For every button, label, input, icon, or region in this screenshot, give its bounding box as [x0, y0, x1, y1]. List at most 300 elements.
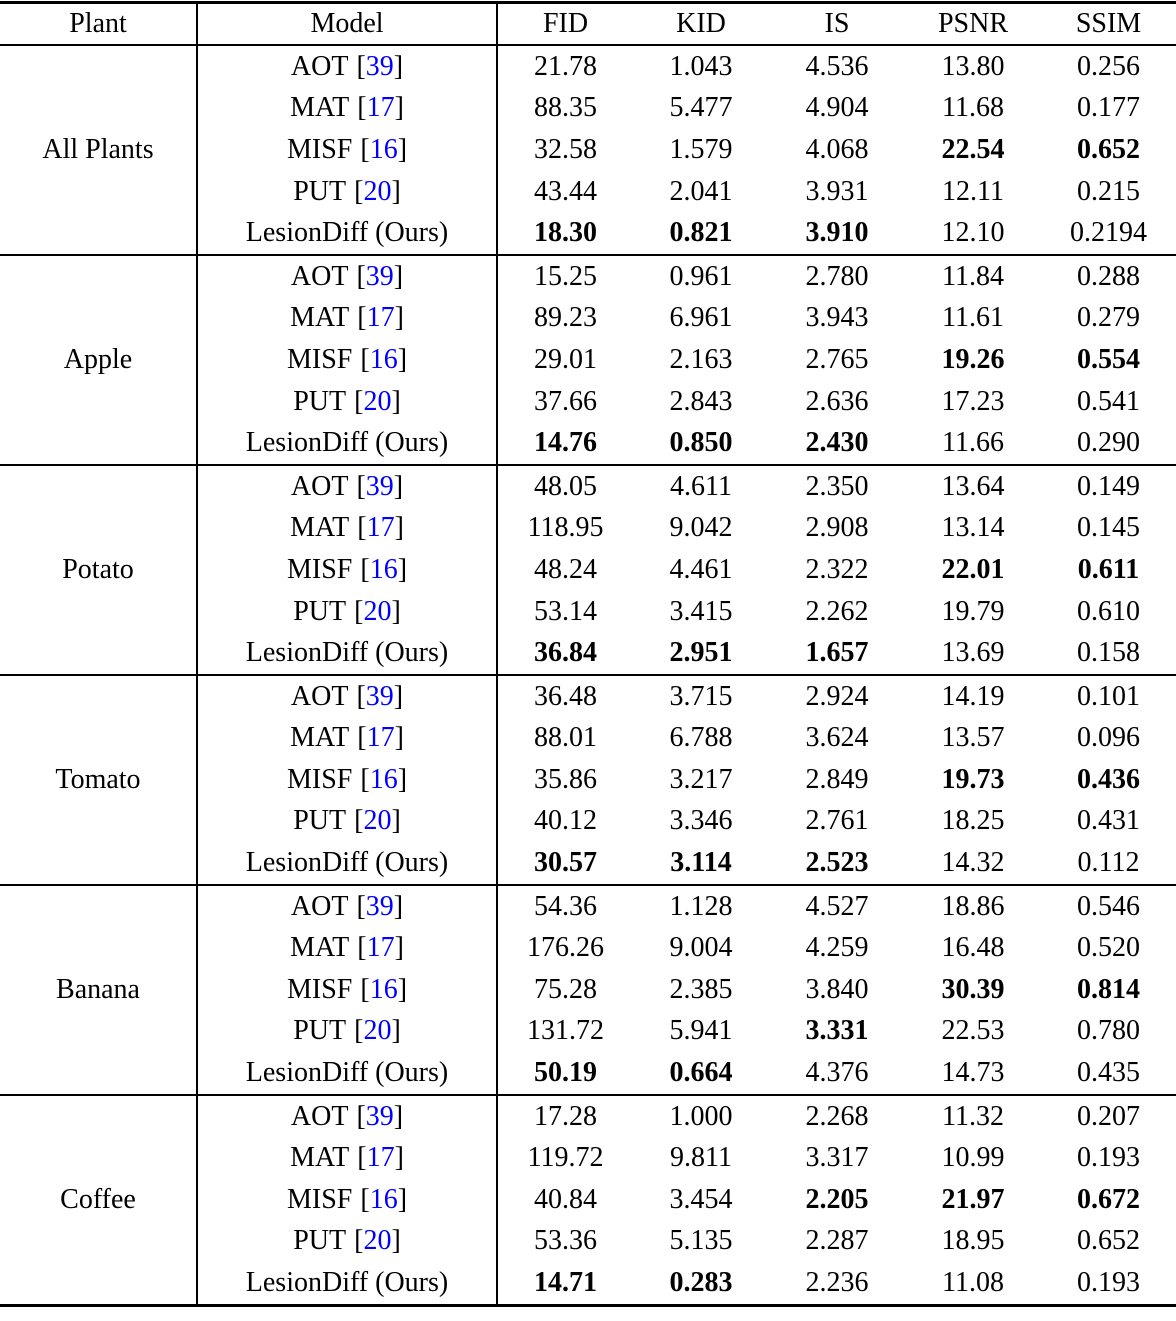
metric-is-value: 3.331	[805, 1015, 869, 1047]
metric-kid-value: 3.454	[669, 1183, 733, 1215]
citation-open-bracket: [	[360, 553, 370, 585]
plant-group-potato	[0, 465, 1176, 675]
metric-kid-value: 2.385	[669, 973, 733, 1005]
metric-kid-value: 9.004	[669, 932, 733, 964]
citation-number: 17	[366, 92, 395, 124]
metric-is-value: 4.536	[805, 50, 869, 82]
citation-close-bracket: ]	[397, 343, 408, 375]
model-row-coffee-aot	[0, 1095, 1176, 1138]
citation-link[interactable]	[356, 1101, 403, 1132]
citation-link[interactable]	[357, 722, 404, 753]
metric-psnr-value: 12.11	[942, 175, 1004, 207]
metric-is-value: 4.068	[805, 133, 869, 165]
metric-psnr-value: 14.32	[941, 847, 1005, 879]
metric-psnr-value: 13.14	[941, 512, 1005, 544]
table-header	[0, 3, 1176, 46]
metric-psnr-value: 13.64	[941, 470, 1005, 502]
citation-number: 16	[369, 343, 398, 375]
model-cell	[197, 759, 497, 801]
metric-ssim-value: 0.541	[1077, 385, 1140, 417]
metric-fid-value: 40.12	[534, 805, 597, 837]
citation-open-bracket: [	[356, 890, 366, 922]
citation-link[interactable]	[356, 471, 403, 502]
metric-kid-value: 0.961	[669, 260, 733, 292]
metric-psnr-value: 11.84	[942, 260, 1004, 292]
citation-link[interactable]	[354, 176, 401, 207]
metric-ssim-value: 0.158	[1077, 637, 1140, 669]
metric-kid-value: 2.951	[669, 637, 733, 669]
model-name: MISF	[286, 343, 353, 375]
metric-kid-value: 5.135	[669, 1225, 733, 1257]
plant-label: Apple	[0, 255, 197, 465]
metric-kid-value: 1.000	[669, 1100, 733, 1132]
metric-fid-value: 14.76	[534, 427, 597, 459]
citation-link[interactable]	[357, 932, 404, 963]
plant-label: Coffee	[0, 1095, 197, 1305]
metric-psnr-value: 11.68	[942, 92, 1004, 124]
metric-kid-value: 6.788	[669, 722, 733, 754]
model-row-all-plants-aot	[0, 45, 1176, 88]
model-cell	[197, 549, 497, 591]
citation-open-bracket: [	[357, 1142, 367, 1174]
citation-link[interactable]	[360, 974, 407, 1005]
citation-open-bracket: [	[357, 932, 367, 964]
metric-ssim-value: 0.290	[1077, 427, 1140, 459]
citation-close-bracket: ]	[393, 260, 404, 292]
model-name: MISF	[286, 553, 353, 585]
model-name: MAT	[290, 932, 350, 964]
model-cell	[197, 88, 497, 130]
metric-psnr-value: 16.48	[941, 932, 1005, 964]
metric-is-value: 2.780	[805, 260, 869, 292]
model-cell	[197, 675, 497, 718]
metric-is-value: 3.317	[805, 1142, 869, 1174]
citation-open-bracket: [	[354, 175, 364, 207]
citation-number: 39	[365, 50, 394, 82]
model-name: AOT	[290, 680, 349, 712]
metric-psnr-value: 30.39	[941, 973, 1005, 1005]
citation-open-bracket: [	[360, 1183, 370, 1215]
citation-close-bracket: ]	[394, 92, 404, 124]
model-cell	[197, 842, 497, 885]
metric-ssim-value: 0.652	[1077, 1225, 1140, 1257]
plant-group-banana	[0, 885, 1176, 1095]
metric-ssim-value: 0.256	[1077, 50, 1140, 82]
model-name: PUT	[293, 175, 347, 207]
citation-number: 16	[369, 973, 398, 1005]
citation-number: 39	[365, 260, 394, 292]
metric-fid-value: 15.25	[534, 260, 597, 292]
results-table	[0, 1, 1176, 1307]
column-header-is: IS	[769, 3, 905, 46]
model-cell	[197, 1052, 497, 1095]
metric-psnr-value: 19.79	[941, 595, 1005, 627]
citation-open-bracket: [	[356, 260, 366, 292]
model-cell	[197, 885, 497, 928]
metric-psnr-value: 13.80	[941, 50, 1005, 82]
metric-kid-value: 1.128	[669, 890, 733, 922]
metric-kid-value: 5.941	[669, 1015, 733, 1047]
metric-fid-value: 176.26	[527, 932, 604, 964]
citation-link[interactable]	[357, 1142, 404, 1173]
metric-is-value: 4.904	[805, 92, 869, 124]
model-name: MISF	[286, 133, 353, 165]
metric-is-value: 2.262	[805, 595, 869, 627]
metric-is-value: 4.527	[805, 890, 869, 922]
metric-psnr-value: 22.54	[941, 133, 1005, 165]
metric-kid-value: 3.217	[669, 763, 733, 795]
model-name: MAT	[290, 302, 350, 334]
metric-ssim-value: 0.780	[1077, 1015, 1140, 1047]
model-name: AOT	[290, 50, 349, 82]
citation-link[interactable]	[354, 1015, 401, 1046]
citation-number: 20	[363, 595, 392, 627]
citation-open-bracket: [	[357, 92, 367, 124]
model-cell	[197, 255, 497, 298]
citation-open-bracket: [	[356, 470, 366, 502]
metric-kid-value: 3.346	[669, 805, 733, 837]
citation-close-bracket: ]	[394, 1142, 404, 1174]
metric-is-value: 2.236	[805, 1267, 869, 1299]
citation-close-bracket: ]	[393, 890, 404, 922]
column-header-model: Model	[197, 3, 497, 46]
metric-psnr-value: 13.57	[941, 722, 1005, 754]
metric-kid-value: 1.579	[669, 133, 733, 165]
plant-group-coffee	[0, 1095, 1176, 1305]
metric-kid-value: 4.611	[670, 470, 732, 502]
metric-fid-value: 48.05	[534, 470, 597, 502]
model-name: AOT	[290, 260, 349, 292]
citation-number: 17	[366, 512, 395, 544]
model-cell	[197, 212, 497, 255]
metric-ssim-value: 0.2194	[1070, 217, 1147, 249]
column-header-psnr: PSNR	[905, 3, 1041, 46]
citation-link[interactable]	[356, 891, 403, 922]
metric-psnr-value: 10.99	[941, 1142, 1005, 1174]
column-header-fid: FID	[497, 3, 633, 46]
metric-kid-value: 9.811	[670, 1142, 732, 1174]
citation-close-bracket: ]	[397, 553, 408, 585]
model-cell	[197, 129, 497, 171]
metric-ssim-value: 0.814	[1077, 973, 1140, 1005]
metric-is-value: 2.924	[805, 680, 869, 712]
citation-close-bracket: ]	[397, 973, 408, 1005]
model-name: MISF	[286, 1183, 353, 1215]
metric-ssim-value: 0.672	[1077, 1183, 1140, 1215]
model-name: PUT	[293, 1225, 347, 1257]
metric-psnr-value: 18.86	[941, 890, 1005, 922]
citation-close-bracket: ]	[391, 1225, 401, 1257]
citation-close-bracket: ]	[391, 1015, 401, 1047]
citation-number: 39	[365, 470, 394, 502]
metric-ssim-value: 0.145	[1077, 512, 1140, 544]
header-row	[0, 3, 1176, 46]
model-name: MAT	[290, 1142, 350, 1174]
model-cell	[197, 718, 497, 760]
metric-fid-value: 30.57	[534, 847, 597, 879]
citation-number: 17	[366, 932, 395, 964]
metric-is-value: 3.624	[805, 722, 869, 754]
model-row-banana-aot	[0, 885, 1176, 928]
metric-is-value: 3.910	[805, 217, 869, 249]
column-header-plant: Plant	[0, 3, 197, 46]
citation-number: 16	[369, 553, 398, 585]
model-name: LesionDiff (Ours)	[245, 217, 449, 249]
metric-fid-value: 14.71	[534, 1267, 597, 1299]
metric-fid-value: 36.84	[534, 637, 597, 669]
metric-ssim-value: 0.436	[1077, 763, 1140, 795]
model-cell	[197, 298, 497, 340]
citation-close-bracket: ]	[397, 133, 408, 165]
metric-fid-value: 17.28	[534, 1100, 597, 1132]
metric-kid-value: 2.163	[669, 343, 733, 375]
metric-fid-value: 43.44	[534, 175, 597, 207]
citation-link[interactable]	[357, 512, 404, 543]
model-cell	[197, 381, 497, 423]
citation-link[interactable]	[356, 51, 403, 82]
metric-ssim-value: 0.177	[1077, 92, 1140, 124]
model-cell	[197, 1179, 497, 1221]
metric-is-value: 2.322	[805, 553, 869, 585]
citation-close-bracket: ]	[394, 722, 404, 754]
plant-label: Potato	[0, 465, 197, 675]
citation-open-bracket: [	[360, 763, 370, 795]
citation-close-bracket: ]	[391, 595, 401, 627]
model-name: LesionDiff (Ours)	[245, 1057, 449, 1089]
metric-is-value: 2.350	[805, 470, 869, 502]
model-name: LesionDiff (Ours)	[245, 847, 449, 879]
plant-group-apple	[0, 255, 1176, 465]
model-cell	[197, 969, 497, 1011]
citation-link[interactable]	[354, 596, 401, 627]
metric-is-value: 2.849	[805, 763, 869, 795]
column-header-ssim: SSIM	[1041, 3, 1176, 46]
metric-ssim-value: 0.096	[1077, 722, 1140, 754]
metric-kid-value: 4.461	[669, 553, 733, 585]
model-cell	[197, 508, 497, 550]
citation-open-bracket: [	[354, 805, 364, 837]
citation-link[interactable]	[360, 344, 407, 375]
citation-link[interactable]	[360, 764, 407, 795]
metric-ssim-value: 0.112	[1077, 847, 1140, 879]
citation-link[interactable]	[357, 302, 404, 333]
metric-psnr-value: 14.19	[941, 680, 1005, 712]
model-cell	[197, 1095, 497, 1138]
metric-is-value: 3.943	[805, 302, 869, 334]
citation-open-bracket: [	[360, 973, 370, 1005]
plant-label: Banana	[0, 885, 197, 1095]
citation-close-bracket: ]	[397, 763, 408, 795]
citation-close-bracket: ]	[391, 175, 401, 207]
metric-is-value: 2.430	[805, 427, 869, 459]
model-cell	[197, 632, 497, 675]
citation-close-bracket: ]	[393, 1100, 404, 1132]
model-name: PUT	[293, 595, 347, 627]
metric-psnr-value: 21.97	[941, 1183, 1005, 1215]
metric-psnr-value: 18.95	[941, 1225, 1005, 1257]
citation-number: 16	[369, 763, 398, 795]
model-name: MAT	[290, 722, 350, 754]
model-cell	[197, 1221, 497, 1263]
metric-ssim-value: 0.149	[1077, 470, 1140, 502]
citation-link[interactable]	[354, 386, 401, 417]
metric-fid-value: 88.01	[534, 722, 597, 754]
metric-fid-value: 131.72	[527, 1015, 604, 1047]
metric-kid-value: 2.041	[669, 175, 733, 207]
citation-open-bracket: [	[354, 595, 364, 627]
citation-close-bracket: ]	[393, 680, 404, 712]
model-row-tomato-aot	[0, 675, 1176, 718]
metric-is-value: 3.840	[805, 973, 869, 1005]
citation-close-bracket: ]	[391, 385, 401, 417]
citation-open-bracket: [	[360, 133, 370, 165]
model-cell	[197, 1011, 497, 1053]
citation-number: 17	[366, 722, 395, 754]
plant-label: All Plants	[0, 45, 197, 255]
metric-is-value: 1.657	[805, 637, 869, 669]
metric-fid-value: 75.28	[534, 973, 597, 1005]
citation-close-bracket: ]	[391, 805, 401, 837]
citation-open-bracket: [	[356, 680, 366, 712]
metric-psnr-value: 17.23	[941, 385, 1005, 417]
metric-fid-value: 18.30	[534, 217, 597, 249]
citation-open-bracket: [	[356, 50, 366, 82]
metric-psnr-value: 19.26	[941, 343, 1005, 375]
metric-ssim-value: 0.193	[1077, 1267, 1140, 1299]
citation-link[interactable]	[360, 1184, 407, 1215]
model-name: LesionDiff (Ours)	[245, 637, 449, 669]
model-name: PUT	[293, 1015, 347, 1047]
plant-group-all-plants	[0, 45, 1176, 255]
model-cell	[197, 1137, 497, 1179]
model-name: LesionDiff (Ours)	[245, 427, 449, 459]
metric-psnr-value: 22.53	[941, 1015, 1005, 1047]
metric-fid-value: 36.48	[534, 680, 597, 712]
model-name: MAT	[290, 512, 350, 544]
model-cell	[197, 422, 497, 465]
metric-ssim-value: 0.215	[1077, 175, 1140, 207]
metric-ssim-value: 0.431	[1077, 805, 1140, 837]
metric-ssim-value: 0.520	[1077, 932, 1140, 964]
metric-is-value: 2.287	[805, 1225, 869, 1257]
metric-psnr-value: 11.08	[942, 1267, 1004, 1299]
citation-open-bracket: [	[357, 302, 367, 334]
metric-fid-value: 54.36	[534, 890, 597, 922]
metric-ssim-value: 0.611	[1077, 553, 1140, 585]
metric-ssim-value: 0.546	[1077, 890, 1140, 922]
citation-open-bracket: [	[357, 512, 367, 544]
model-row-potato-aot	[0, 465, 1176, 508]
model-name: AOT	[290, 470, 349, 502]
model-row-apple-aot	[0, 255, 1176, 298]
metric-ssim-value: 0.610	[1077, 595, 1140, 627]
metric-ssim-value: 0.101	[1077, 680, 1140, 712]
citation-link[interactable]	[356, 681, 403, 712]
column-header-kid: KID	[633, 3, 769, 46]
citation-link[interactable]	[356, 261, 403, 292]
metric-is-value: 4.259	[805, 932, 869, 964]
citation-close-bracket: ]	[394, 512, 404, 544]
citation-number: 20	[363, 1225, 392, 1257]
metric-fid-value: 118.95	[527, 512, 604, 544]
metric-fid-value: 88.35	[534, 92, 597, 124]
metric-ssim-value: 0.652	[1077, 133, 1140, 165]
metric-fid-value: 48.24	[534, 553, 597, 585]
citation-open-bracket: [	[360, 343, 370, 375]
citation-number: 39	[365, 890, 394, 922]
citation-number: 20	[363, 175, 392, 207]
metric-psnr-value: 13.69	[941, 637, 1005, 669]
model-cell	[197, 927, 497, 969]
metric-ssim-value: 0.554	[1077, 343, 1140, 375]
citation-link[interactable]	[360, 554, 407, 585]
citation-number: 39	[365, 1100, 394, 1132]
metric-psnr-value: 11.32	[942, 1100, 1004, 1132]
model-name: PUT	[293, 805, 347, 837]
plant-label: Tomato	[0, 675, 197, 885]
model-cell	[197, 465, 497, 508]
citation-close-bracket: ]	[394, 302, 404, 334]
citation-open-bracket: [	[354, 1225, 364, 1257]
model-name: AOT	[290, 1100, 349, 1132]
citation-close-bracket: ]	[393, 470, 404, 502]
metric-is-value: 2.523	[805, 847, 869, 879]
metric-ssim-value: 0.193	[1077, 1142, 1140, 1174]
metric-kid-value: 3.715	[669, 680, 733, 712]
metric-kid-value: 3.415	[669, 595, 733, 627]
metric-psnr-value: 19.73	[941, 763, 1005, 795]
citation-link[interactable]	[357, 92, 404, 123]
citation-number: 20	[363, 385, 392, 417]
metric-fid-value: 35.86	[534, 763, 597, 795]
metric-psnr-value: 18.25	[941, 805, 1005, 837]
metric-kid-value: 2.843	[669, 385, 733, 417]
model-name: LesionDiff (Ours)	[245, 1267, 449, 1299]
metric-psnr-value: 22.01	[941, 553, 1005, 585]
citation-number: 20	[363, 805, 392, 837]
metric-kid-value: 5.477	[669, 92, 733, 124]
metric-is-value: 2.268	[805, 1100, 869, 1132]
metric-psnr-value: 14.73	[941, 1057, 1005, 1089]
citation-open-bracket: [	[354, 385, 364, 417]
citation-close-bracket: ]	[397, 1183, 408, 1215]
metric-is-value: 2.765	[805, 343, 869, 375]
metric-psnr-value: 11.61	[942, 302, 1004, 334]
citation-link[interactable]	[354, 805, 401, 836]
citation-number: 17	[366, 302, 395, 334]
metric-fid-value: 50.19	[534, 1057, 597, 1089]
metric-ssim-value: 0.288	[1077, 260, 1140, 292]
metric-fid-value: 53.36	[534, 1225, 597, 1257]
metric-kid-value: 9.042	[669, 512, 733, 544]
citation-open-bracket: [	[357, 722, 367, 754]
citation-close-bracket: ]	[394, 932, 404, 964]
citation-open-bracket: [	[356, 1100, 366, 1132]
citation-number: 20	[363, 1015, 392, 1047]
metric-kid-value: 0.850	[669, 427, 733, 459]
citation-link[interactable]	[354, 1225, 401, 1256]
metric-ssim-value: 0.435	[1077, 1057, 1140, 1089]
citation-link[interactable]	[360, 134, 407, 165]
metric-fid-value: 119.72	[527, 1142, 604, 1174]
citation-number: 39	[365, 680, 394, 712]
citation-number: 17	[366, 1142, 395, 1174]
model-name: MAT	[290, 92, 350, 124]
metric-is-value: 2.761	[805, 805, 869, 837]
metric-psnr-value: 11.66	[942, 427, 1004, 459]
model-name: PUT	[293, 385, 347, 417]
metric-fid-value: 40.84	[534, 1183, 597, 1215]
